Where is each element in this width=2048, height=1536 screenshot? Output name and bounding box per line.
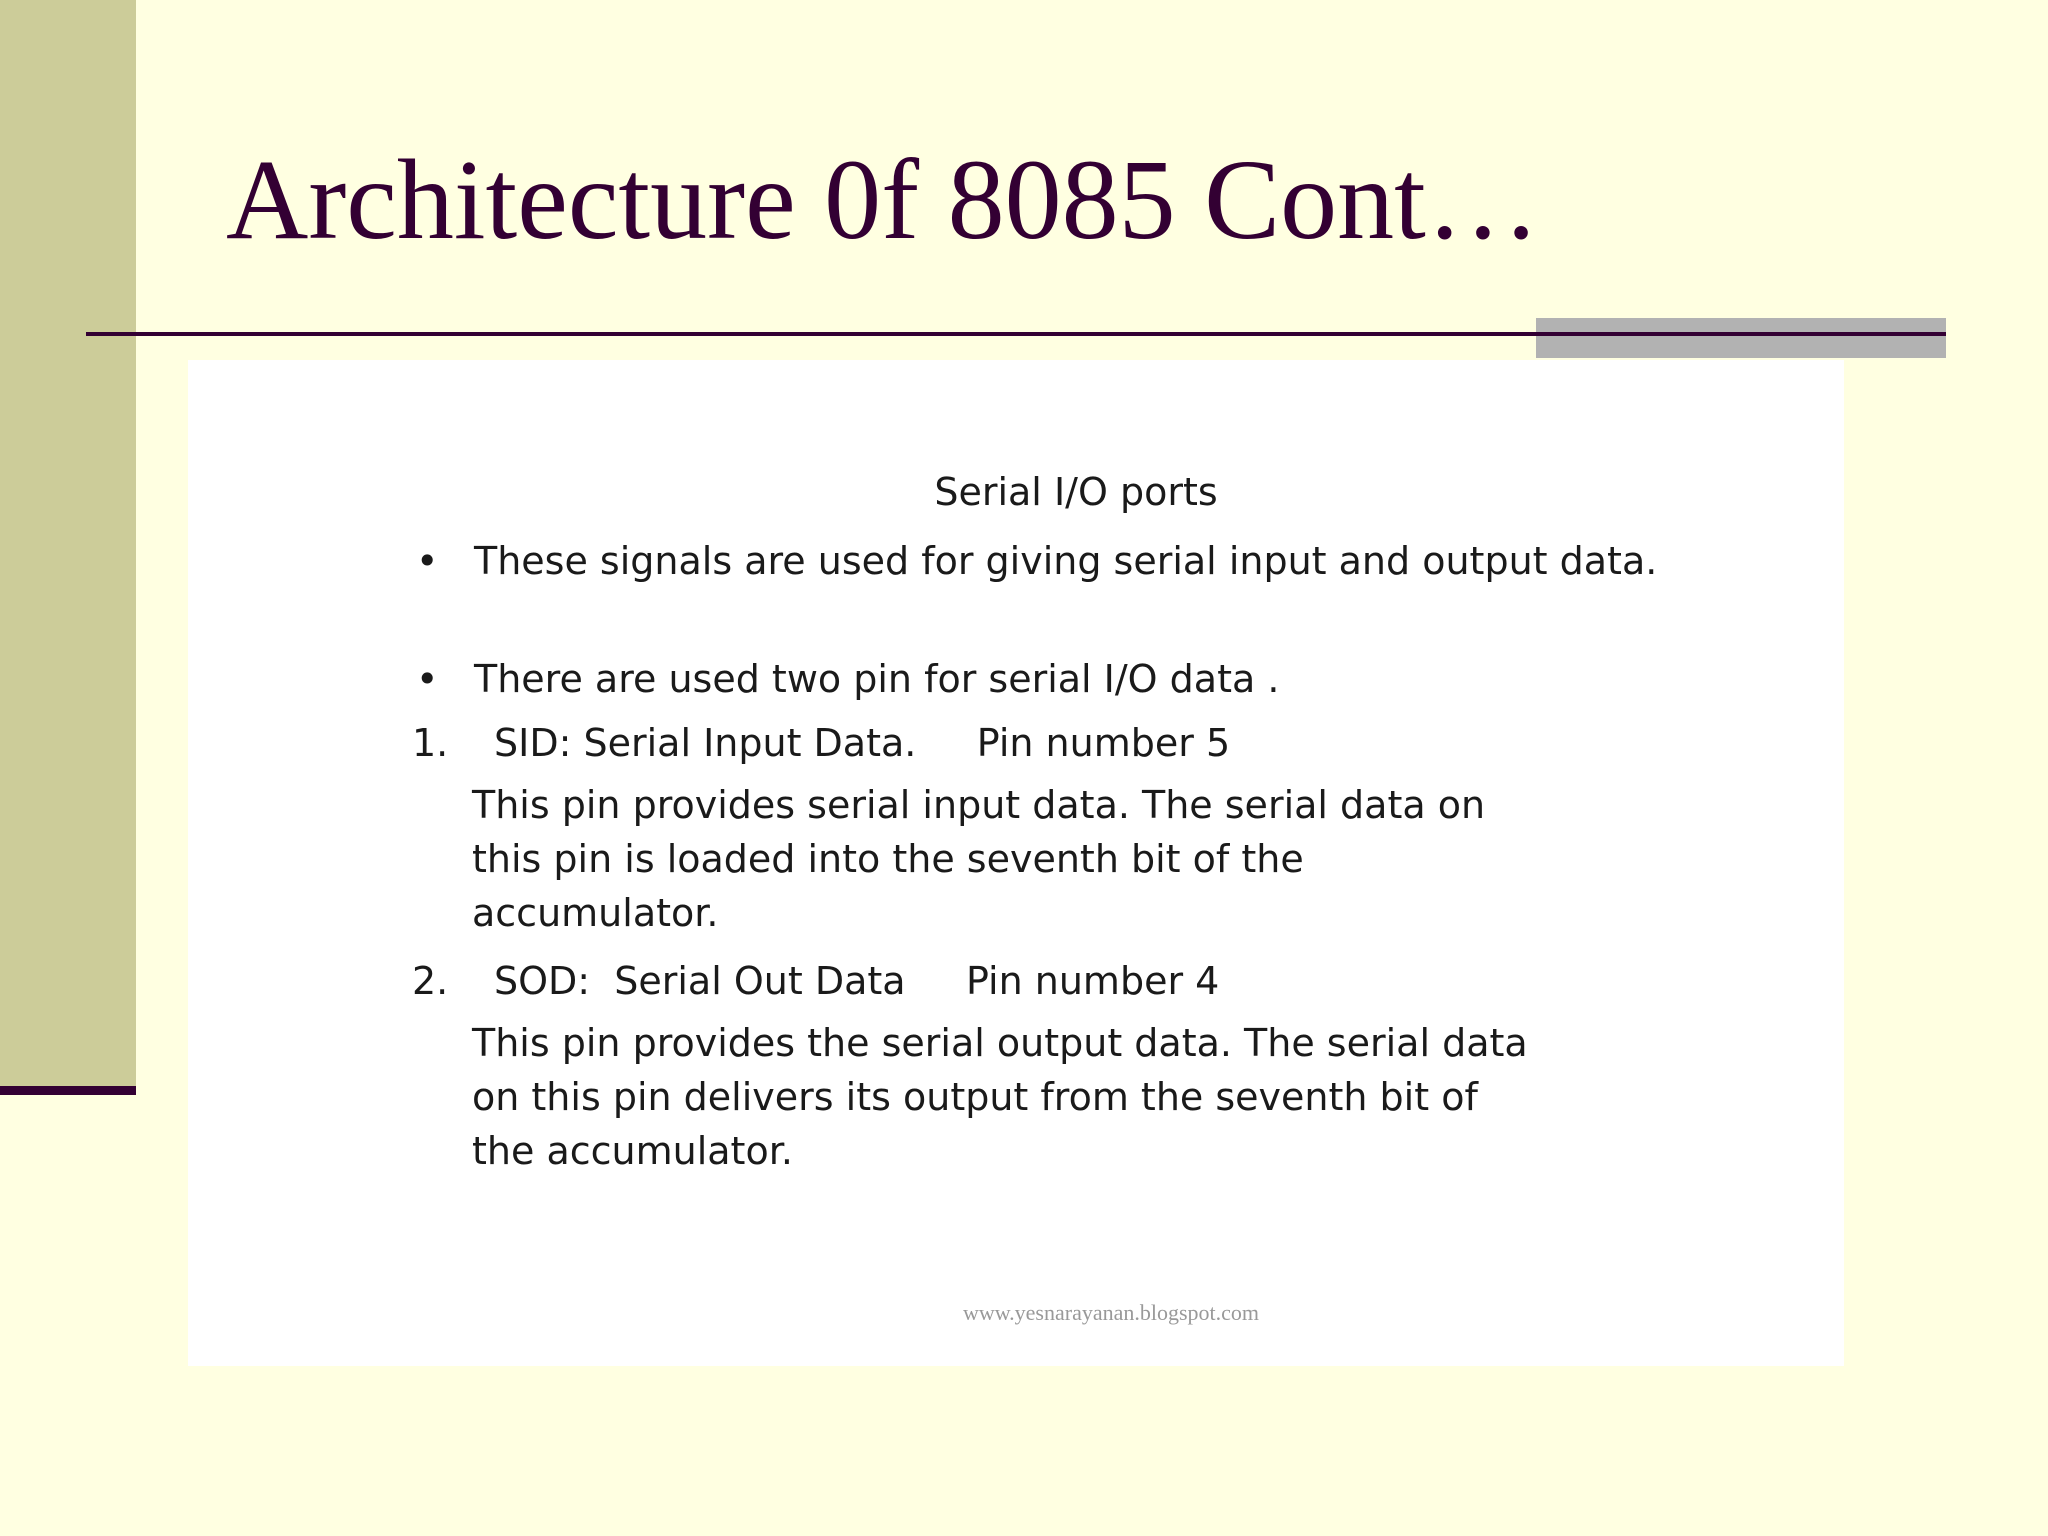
bullet-marker: • [416, 539, 439, 583]
numbered-marker: 1. [412, 721, 449, 765]
numbered-label: SID: Serial Input Data. Pin number 5 [494, 721, 1231, 765]
bullet-marker: • [416, 657, 439, 701]
image-heading: Serial I/O ports [934, 470, 1218, 514]
bullet-text: There are used two pin for serial I/O data . [474, 657, 1280, 701]
left-decorative-bar [0, 0, 136, 1086]
numbered-description: This pin provides the serial output data. The serial data on this pin delivers its output from the seventh bit of the accumulator. [472, 1021, 1528, 1173]
numbered-label: SOD: Serial Out Data Pin number 4 [494, 959, 1220, 1003]
bullet-text: These signals are used for giving serial input and output data. [474, 539, 1658, 583]
title-rule-accent [1536, 318, 1946, 358]
title-rule-accent-line [1536, 332, 1946, 336]
numbered-description: This pin provides serial input data. The serial data on this pin is loaded into the seventh bit of the accumulator. [472, 783, 1486, 935]
numbered-marker: 2. [412, 959, 449, 1003]
watermark: www.yesnarayanan.blogspot.com [962, 1300, 1260, 1325]
slide-title: Architecture 0f 8085 Cont… [226, 136, 1540, 263]
content-image [188, 360, 1844, 1366]
left-bar-base-line [0, 1086, 136, 1095]
